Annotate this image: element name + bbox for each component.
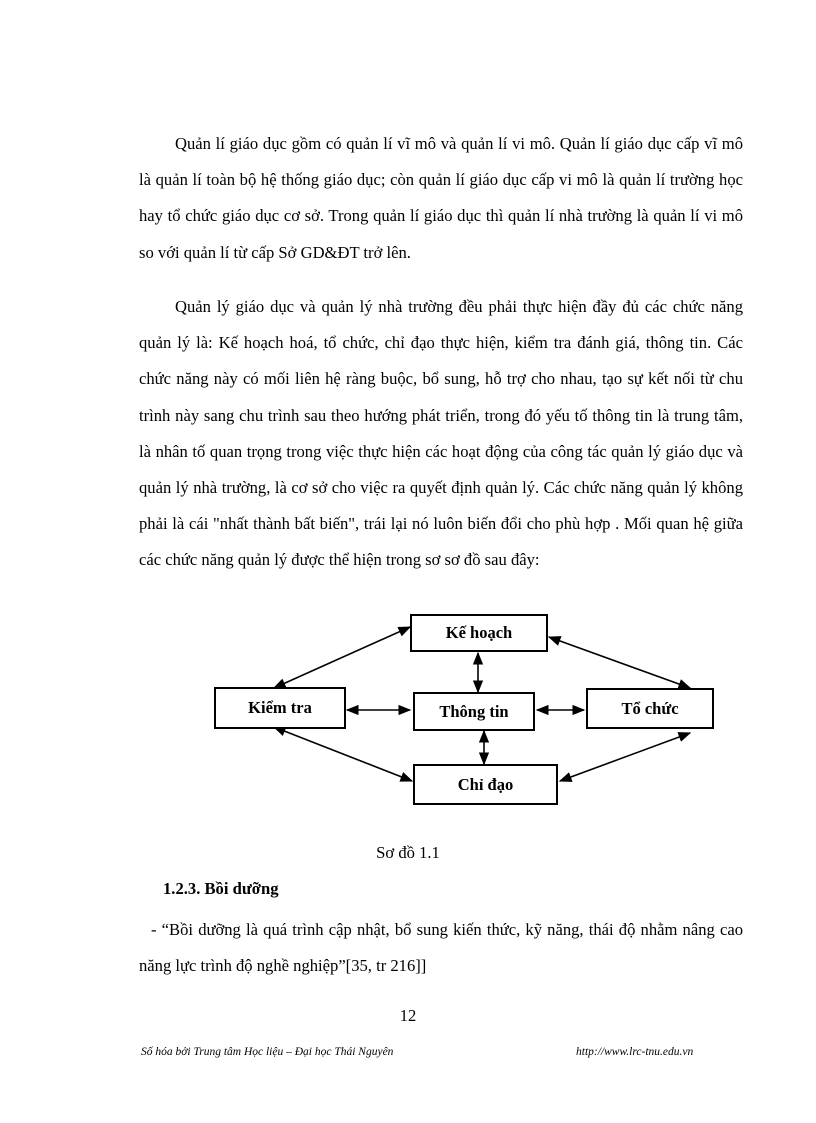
section-heading: 1.2.3. Bồi dưỡng [163, 879, 279, 898]
arrow-kiemtra-chidao [274, 727, 412, 781]
node-ke-hoach: Kế hoạch [410, 614, 548, 652]
footer-source: Số hóa bởi Trung tâm Học liệu – Đại học Thái Nguyên [141, 1046, 394, 1058]
footer-url: http://www.lrc-tnu.edu.vn [576, 1046, 694, 1058]
paragraph-intro: Quản lí giáo dục gồm có quản lí vĩ mô và quản lí vi mô. Quản lí giáo dục cấp vĩ mô là quản lí toàn bộ hệ thống giáo dục; còn quản lí giáo dục cấp vi mô là quản lí trường học hay tổ chức giáo dục cơ sở. Trong quản lí giáo dục thì quản lí nhà trường là quản lí vi mô so với quản lí từ cấp Sở GD&ĐT trở lên. [139, 134, 743, 262]
page-number: 12 [399, 1006, 417, 1025]
paragraph-definition: - “Bồi dưỡng là quá trình cập nhật, bổ sung kiến thức, kỹ năng, thái độ nhằm nâng cao năng lực trình độ nghề nghiệp”[35, tr 216]] [139, 920, 743, 976]
node-to-chuc: Tổ chức [586, 688, 714, 729]
node-chi-dao: Chỉ đạo [413, 764, 558, 805]
diagram-caption: Sơ đồ 1.1 [376, 843, 440, 862]
node-kiem-tra: Kiểm tra [214, 687, 346, 729]
arrow-kiemtra-kehoach [274, 627, 410, 688]
paragraph-functions: Quản lý giáo dục và quản lý nhà trường đều phải thực hiện đầy đủ các chức năng quản lý là: Kế hoạch hoá, tổ chức, chỉ đạo thực hiện, kiểm tra đánh giá, thông tin. Các chức năng này có mối liên hệ ràng buộc, bổ sung, hỗ trợ cho nhau, tạo sự kết nối từ chu trình này sang chu trình sau theo hướng phát triển, trong đó yếu tố thông tin là trung tâm, là nhân tố quan trọng trong việc thực hiện các hoạt động của công tác quản lý giáo dục và quản lý nhà trường, là cơ sở cho việc ra quyết định quản lý. Các chức năng quản lý không phải là cái "nhất thành bất biến", trái lại nó luôn biến đổi cho phù hợp . Mối quan hệ giữa các chức năng quản lý được thể hiện trong sơ sơ đồ sau đây: [139, 297, 743, 570]
arrow-kehoach-tochuc [549, 637, 690, 688]
node-thong-tin: Thông tin [413, 692, 535, 731]
arrow-chidao-tochuc [560, 733, 690, 781]
